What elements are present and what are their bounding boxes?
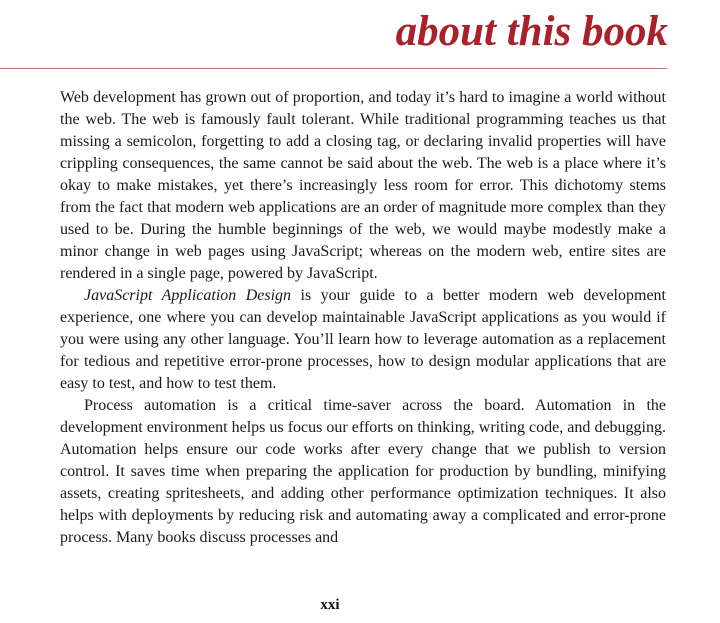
paragraph-1: Web development has grown out of proportion, and today it’s hard to imagine a world without the web. The web is famously fault tolerant. While traditional programming teaches us that missing a semicolon, forgetting to add a closing tag, or declaring invalid properties will have crippling consequences, the same cannot be said about the web. The web is a place where it’s okay to make mistakes, yet there’s increasingly less room for error. This dichotomy stems from the fact that modern web applications are an order of magnitude more complex than they used to be. During the humble beginnings of the web, we would maybe modestly make a minor change in web pages using JavaScript; whereas on the modern web, entire sites are rendered in a single page, powered by JavaScript. — [60, 89, 666, 282]
page-number: xxi — [320, 597, 340, 613]
body-text-block — [60, 87, 666, 549]
paragraph-2-text: is your guide to a better modern web development experience, one where you can develop maintainable JavaScript applications as you would if you were using any other language. You’ll learn how to leverage automation as a replacement for tedious and repetitive error-prone processes, how to design modular applications that are easy to test, and how to test them. — [60, 287, 666, 392]
book-title-reference: JavaScript Application Design — [84, 287, 292, 304]
paragraph-2 — [60, 285, 666, 395]
page-title: about this book — [395, 8, 668, 55]
title-divider-rule — [0, 68, 667, 69]
paragraph-3: Process automation is a critical time-saver across the board. Automation in the development environment helps us focus our efforts on thinking, writing code, and debugging. Automation helps ensure our code works after every change that we publish to version control. It saves time when preparing the application for production by bundling, minifying assets, creating spritesheets, and adding other performance optimization techniques. It also helps with deployments by reducing risk and automating away a complicated and error-prone process. Many books discuss processes and — [60, 397, 666, 546]
